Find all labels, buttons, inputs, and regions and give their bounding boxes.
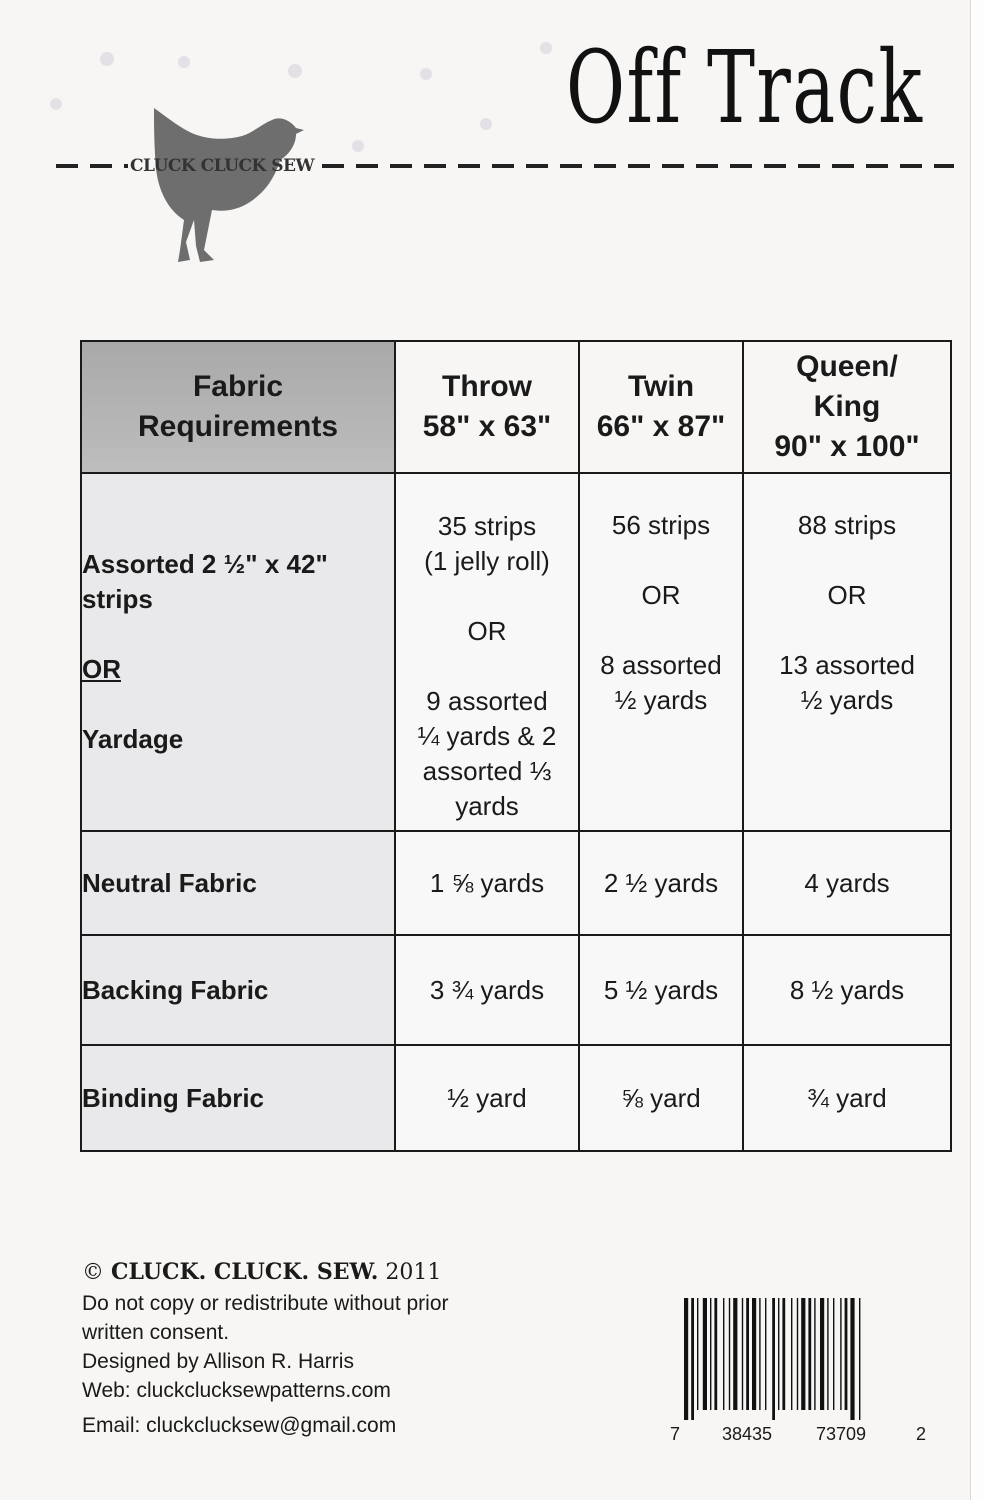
cell-neutral-throw: 1 ⅝ yards (395, 831, 579, 935)
decor-dot (352, 140, 364, 152)
column-size: 90" x 100" (774, 430, 920, 463)
table-row (81, 935, 951, 1045)
barcode-bar (697, 1298, 698, 1410)
barcode-bar (778, 1298, 779, 1410)
label-line: Yardage (82, 724, 184, 754)
barcode-bar (684, 1298, 688, 1420)
table-row (81, 1045, 951, 1151)
barcode-bar (808, 1298, 811, 1410)
email: Email: cluckclucksew@gmail.com (82, 1414, 397, 1437)
table-header-row (81, 341, 951, 473)
cell-line: 88 strips (797, 510, 897, 540)
cell-line: 8 assorted (600, 650, 722, 680)
designer-credit: Designed by Allison R. Harris (82, 1350, 354, 1373)
dashed-divider-right (322, 164, 954, 168)
barcode-bar (801, 1298, 805, 1410)
cell-line: OR (467, 616, 507, 646)
decor-dot (288, 64, 302, 78)
header-queen-king (743, 341, 951, 473)
cell-backing-throw: 3 ¾ yards (395, 935, 579, 1045)
header-twin (579, 341, 743, 473)
barcode-bar (733, 1298, 737, 1410)
website: Web: cluckclucksewpatterns.com (82, 1379, 391, 1402)
cell-binding-twin: ⅝ yard (579, 1045, 743, 1151)
decor-dot (540, 42, 552, 54)
copy-notice-line1: Do not copy or redistribute without prior (82, 1292, 449, 1315)
cell-binding-queen: ¾ yard (743, 1045, 951, 1151)
cell-line: 9 assorted (426, 686, 548, 716)
cell-line: 13 assorted (779, 650, 915, 680)
page-edge (970, 0, 984, 1500)
barcode-bar (833, 1298, 834, 1410)
label-line: Assorted 2 ½" x 42" (82, 549, 328, 579)
cell-line: ¼ yards & 2 (417, 721, 557, 751)
pattern-title: Off Track (566, 29, 924, 146)
row-label-strips (81, 473, 395, 831)
label-or: OR (82, 654, 121, 684)
cell-line: ½ yards (800, 685, 894, 715)
cell-line: OR (827, 580, 867, 610)
header-throw (395, 341, 579, 473)
barcode-group2: 73709 (816, 1424, 867, 1444)
barcode-icon (684, 1298, 906, 1420)
copy-notice-line2: written consent. (82, 1321, 230, 1344)
barcode-bar (752, 1298, 756, 1410)
label-line: strips (82, 584, 153, 614)
footer-credits (82, 1256, 562, 1440)
table-row-strips (81, 473, 951, 831)
cell-line: 35 strips (437, 511, 537, 541)
table-row (81, 831, 951, 935)
cell-line: ½ yards (614, 685, 708, 715)
column-name: Throw (442, 370, 532, 403)
corner-line1: Fabric (192, 370, 284, 403)
barcode-bar (791, 1298, 792, 1410)
barcode-bar (691, 1298, 694, 1420)
copyright-year: 2011 (385, 1260, 442, 1285)
barcode-bar (840, 1298, 841, 1410)
barcode-bar (729, 1298, 730, 1410)
cell-line: OR (641, 580, 681, 610)
barcode-bar (772, 1298, 775, 1420)
cell-neutral-twin: 2 ½ yards (579, 831, 743, 935)
row-label-binding: Binding Fabric (81, 1045, 395, 1151)
barcode-bar (714, 1298, 717, 1410)
barcode-bar (746, 1298, 749, 1410)
column-size: 58" x 63" (422, 410, 552, 443)
decor-dot (178, 56, 190, 68)
barcode-bar (845, 1298, 848, 1410)
decor-dot (100, 52, 114, 66)
cell-line: yards (455, 791, 519, 821)
column-size: 66" x 87" (596, 410, 726, 443)
decor-dot (50, 98, 62, 110)
barcode-bar (797, 1298, 798, 1410)
header-fabric-requirements (81, 341, 395, 473)
cell-line: assorted ⅓ (422, 756, 552, 786)
barcode-bar (782, 1298, 785, 1410)
corner-line2: Requirements (137, 410, 339, 443)
cell-line: (1 jelly roll) (424, 546, 550, 576)
footer-brand: CLUCK. CLUCK. SEW. (111, 1259, 379, 1285)
barcode-bar (850, 1298, 854, 1420)
barcode-group1: 38435 (722, 1424, 773, 1444)
copyright-line (82, 1256, 562, 1289)
brand-small-label: CLUCK CLUCK SEW (130, 156, 315, 176)
barcode-bar (814, 1298, 815, 1410)
decor-dot (480, 118, 492, 130)
cell-backing-queen: 8 ½ yards (743, 935, 951, 1045)
cell-strips-twin (579, 473, 743, 831)
column-name: Twin (627, 370, 695, 403)
hen-logo-icon (150, 100, 310, 266)
cell-strips-throw (395, 473, 579, 831)
barcode-bar (723, 1298, 724, 1410)
barcode-bar (765, 1298, 766, 1410)
barcode-bar (827, 1298, 828, 1410)
barcode-bar (859, 1298, 860, 1420)
cell-backing-twin: 5 ½ yards (579, 935, 743, 1045)
barcode-bar (703, 1298, 707, 1410)
column-name-2: King (813, 390, 881, 423)
barcode-digit-last: 2 (916, 1424, 927, 1444)
barcode-digit-first: 7 (670, 1424, 681, 1444)
barcode-bar (820, 1298, 824, 1410)
cell-binding-throw: ½ yard (395, 1045, 579, 1151)
cell-strips-queen (743, 473, 951, 831)
cell-line: 56 strips (611, 510, 711, 540)
row-label-backing: Backing Fabric (81, 935, 395, 1045)
copyright-symbol: © (82, 1260, 104, 1285)
barcode-bar (759, 1298, 760, 1410)
column-name: Queen/ (796, 350, 898, 383)
cell-neutral-queen: 4 yards (743, 831, 951, 935)
fabric-requirements-table (80, 340, 952, 1152)
barcode-bar (710, 1298, 711, 1410)
dashed-divider-left (56, 164, 128, 168)
barcode-bar (742, 1298, 743, 1410)
row-label-neutral: Neutral Fabric (81, 831, 395, 935)
decor-dot (420, 68, 432, 80)
